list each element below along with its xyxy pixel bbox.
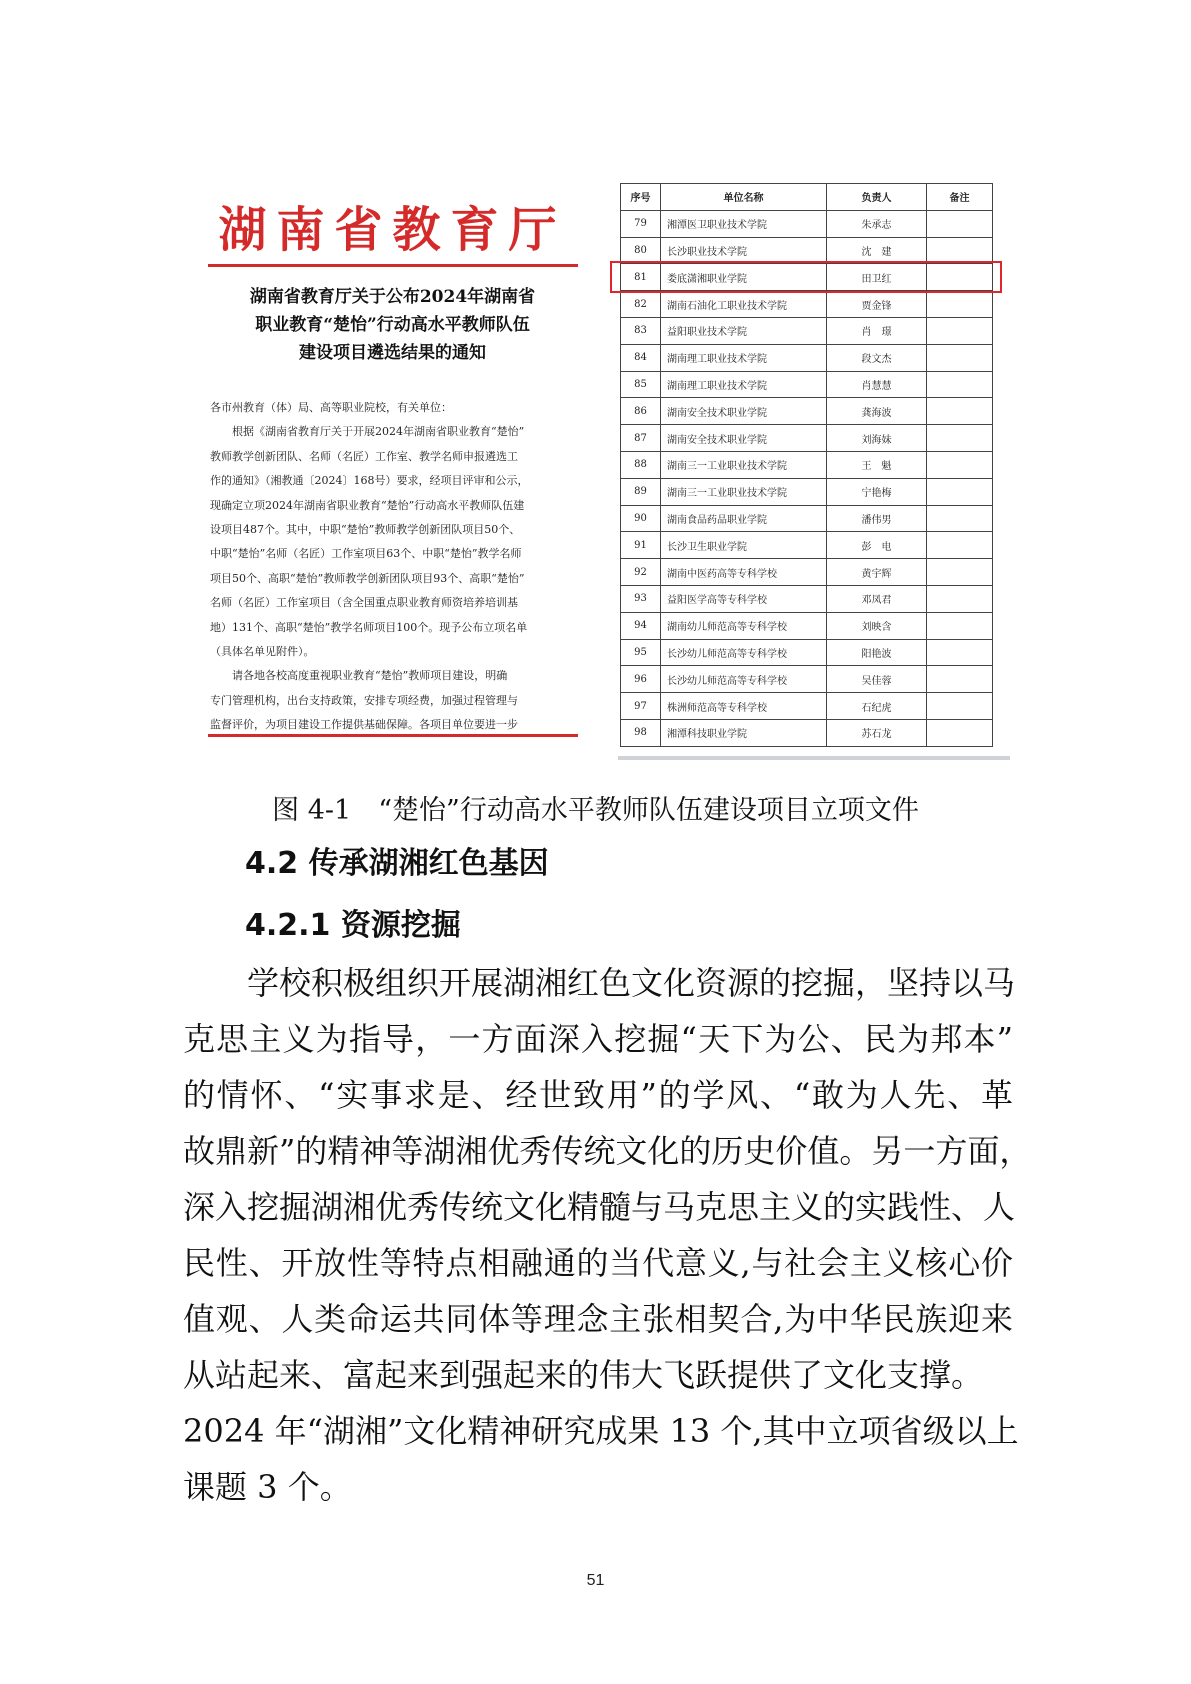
paragraph-line: 故鼎新”的精神等湖湘优秀传统文化的历史价值。另一方面， [183, 1132, 1032, 1170]
unit-name: 益阳职业技术学院 [661, 317, 827, 344]
row-number: 80 [621, 237, 661, 264]
notice-body-line: 项目50个、高职“楚怡”教师教学创新团队项目93个、高职“楚怡” [210, 571, 525, 585]
person-in-charge: 田卫红 [827, 264, 927, 291]
table-row [621, 210, 993, 237]
notice-body-line: 专门管理机构，出台支持政策，安排专项经费，加强过程管理与 [210, 693, 518, 707]
unit-name: 湖南幼儿师范高等专科学校 [661, 612, 827, 639]
person-in-charge: 石纪虎 [827, 693, 927, 720]
notice-body-line: 请各地各校高度重视职业教育“楚怡”教师项目建设，明确 [232, 669, 508, 683]
row-number: 84 [621, 344, 661, 371]
column-header: 序号 [621, 184, 661, 211]
body-paragraph [183, 955, 1032, 1515]
notice-body-line: （具体名单见附件）。 [210, 645, 315, 659]
paragraph-line: 的情怀、“实事求是、经世致用”的学风、“敢为人先、革 [183, 1076, 1013, 1114]
unit-name: 湖南石油化工职业技术学院 [661, 291, 827, 318]
table-row [621, 666, 993, 693]
subsection-heading: 4.2.1 资源挖掘 [245, 908, 461, 943]
table-row [621, 398, 993, 425]
table-row [621, 371, 993, 398]
paragraph-line: 从站起来、富起来到强起来的伟大飞跃提供了文化支撑。 [183, 1356, 984, 1394]
remark [927, 344, 993, 371]
row-number: 87 [621, 425, 661, 452]
row-number: 97 [621, 693, 661, 720]
row-number: 79 [621, 210, 661, 237]
unit-name: 长沙卫生职业学院 [661, 532, 827, 559]
column-header: 备注 [927, 184, 993, 211]
column-header: 单位名称 [661, 184, 827, 211]
remark [927, 425, 993, 452]
person-in-charge: 段文杰 [827, 344, 927, 371]
person-in-charge: 苏石龙 [827, 719, 927, 746]
figure-caption: 图 4-1 “楚怡”行动高水平教师队伍建设项目立项文件 [272, 795, 919, 826]
row-number: 91 [621, 532, 661, 559]
remark [927, 317, 993, 344]
remark [927, 532, 993, 559]
remark [927, 371, 993, 398]
table-row [621, 425, 993, 452]
remark [927, 237, 993, 264]
unit-name: 湖南安全技术职业学院 [661, 425, 827, 452]
person-in-charge: 沈 建 [827, 237, 927, 264]
row-number: 98 [621, 719, 661, 746]
row-number: 86 [621, 398, 661, 425]
remark [927, 291, 993, 318]
remark [927, 505, 993, 532]
remark [927, 693, 993, 720]
notice-body-line: 各市州教育（体）局、高等职业院校，有关单位： [210, 401, 452, 414]
person-in-charge: 朱承志 [827, 210, 927, 237]
paragraph-line: 学校积极组织开展湖湘红色文化资源的挖掘，坚持以马 [247, 964, 1016, 1002]
row-number: 94 [621, 612, 661, 639]
unit-name: 湖南三一工业职业技术学院 [661, 451, 827, 478]
paragraph-line: 深入挖掘湖湘优秀传统文化精髓与马克思主义的实践性、人 [183, 1188, 1016, 1226]
person-in-charge: 刘海妹 [827, 425, 927, 452]
table-row [621, 237, 993, 264]
table-row [621, 585, 993, 612]
unit-name: 娄底潇湘职业学院 [661, 264, 827, 291]
notice-org-title: 湖南省教育厅 [218, 202, 567, 258]
paragraph-line: 课题 3 个。 [183, 1468, 352, 1506]
row-number: 96 [621, 666, 661, 693]
remark [927, 398, 993, 425]
unit-name: 湘潭医卫职业技术学院 [661, 210, 827, 237]
remark [927, 585, 993, 612]
notice-title [205, 283, 580, 367]
table-row [621, 317, 993, 344]
notice-body-line: 地）131个、高职“楚怡”教学名师项目100个。现予公布立项名单 [210, 620, 528, 634]
paragraph-line: 民性、开放性等特点相融通的当代意义,与社会主义核心价 [183, 1244, 1013, 1282]
row-number: 90 [621, 505, 661, 532]
table-row [621, 451, 993, 478]
person-in-charge: 宁艳梅 [827, 478, 927, 505]
notice-body-line: 现确定立项2024年湖南省职业教育“楚怡”行动高水平教师队伍建 [210, 498, 525, 512]
paragraph-line: 2024 年“湖湘”文化精神研究成果 13 个,其中立项省级以上 [183, 1412, 1019, 1450]
image-bottom-edge [618, 756, 1010, 760]
page-number: 51 [586, 1572, 605, 1589]
notice-body-line: 教师教学创新团队、名师（名匠）工作室、教学名师申报遴选工 [210, 449, 518, 463]
notice-title-line: 湖南省教育厅关于公布2024年湖南省 [249, 287, 536, 307]
notice-body-line: 名师（名匠）工作室项目（含全国重点职业教育师资培养培训基 [210, 596, 518, 610]
unit-name: 湖南食品药品职业学院 [661, 505, 827, 532]
notice-title-line: 职业教育“楚怡”行动高水平教师队伍 [255, 315, 530, 335]
notice-document-image [205, 188, 580, 744]
unit-name: 长沙职业技术学院 [661, 237, 827, 264]
row-number: 88 [621, 451, 661, 478]
remark [927, 478, 993, 505]
unit-name: 湖南理工职业技术学院 [661, 371, 827, 398]
red-header-rule [208, 264, 578, 267]
person-in-charge: 肖慧慧 [827, 371, 927, 398]
person-in-charge: 贾金锋 [827, 291, 927, 318]
table-row [621, 612, 993, 639]
person-in-charge: 龚海波 [827, 398, 927, 425]
table-row [621, 505, 993, 532]
person-in-charge: 王 魁 [827, 451, 927, 478]
notice-body-line: 监督评价，为项目建设工作提供基础保障。各项目单位要进一步 [210, 718, 518, 732]
table-row [621, 344, 993, 371]
row-number: 85 [621, 371, 661, 398]
unit-name: 湖南安全技术职业学院 [661, 398, 827, 425]
unit-name: 株洲师范高等专科学校 [661, 693, 827, 720]
notice-body-line: 设项目487个。其中，中职“楚怡”教师教学创新团队项目50个、 [210, 523, 521, 537]
notice-body-line: 作的通知》（湘教通〔2024〕168号）要求，经项目评审和公示， [210, 474, 529, 488]
notice-body-line: 根据《湖南省教育厅关于开展2024年湖南省职业教育“楚怡” [232, 425, 525, 439]
section-heading: 4.2 传承湖湘红色基因 [245, 846, 549, 881]
table-row [621, 639, 993, 666]
table-row [621, 532, 993, 559]
remark [927, 210, 993, 237]
unit-name: 湖南三一工业职业技术学院 [661, 478, 827, 505]
person-in-charge: 潘伟男 [827, 505, 927, 532]
person-in-charge: 彭 电 [827, 532, 927, 559]
person-in-charge: 阳艳波 [827, 639, 927, 666]
table-header-row [621, 184, 993, 211]
notice-title-line: 建设项目遴选结果的通知 [299, 343, 486, 363]
table-row [621, 291, 993, 318]
remark [927, 612, 993, 639]
person-in-charge: 吴佳蓉 [827, 666, 927, 693]
remark [927, 666, 993, 693]
remark [927, 559, 993, 586]
person-in-charge: 肖 璟 [827, 317, 927, 344]
row-number: 95 [621, 639, 661, 666]
column-header: 负责人 [827, 184, 927, 211]
person-in-charge: 邓凤君 [827, 585, 927, 612]
row-number: 89 [621, 478, 661, 505]
table-row [621, 478, 993, 505]
project-list-image [620, 183, 1010, 760]
person-in-charge: 黄宇辉 [827, 559, 927, 586]
paragraph-line: 克思主义为指导，一方面深入挖掘“天下为公、民为邦本” [183, 1020, 1013, 1058]
row-number: 81 [621, 264, 661, 291]
unit-name: 湖南理工职业技术学院 [661, 344, 827, 371]
remark [927, 451, 993, 478]
remark [927, 639, 993, 666]
row-number: 82 [621, 291, 661, 318]
row-number: 92 [621, 559, 661, 586]
highlight-box-row-81 [610, 261, 1002, 293]
row-number: 83 [621, 317, 661, 344]
table-row [621, 719, 993, 746]
row-number: 93 [621, 585, 661, 612]
unit-name: 益阳医学高等专科学校 [661, 585, 827, 612]
person-in-charge: 刘映含 [827, 612, 927, 639]
table-row [621, 559, 993, 586]
unit-name: 长沙幼儿师范高等专科学校 [661, 639, 827, 666]
notice-body [210, 396, 578, 738]
table-row [621, 693, 993, 720]
red-footer-rule [208, 734, 578, 737]
unit-name: 湘潭科技职业学院 [661, 719, 827, 746]
unit-name: 湖南中医药高等专科学校 [661, 559, 827, 586]
notice-body-line: 中职“楚怡”名师（名匠）工作室项目63个、中职“楚怡”教学名师 [210, 547, 522, 561]
unit-name: 长沙幼儿师范高等专科学校 [661, 666, 827, 693]
paragraph-line: 值观、人类命运共同体等理念主张相契合,为中华民族迎来 [183, 1300, 1013, 1338]
remark [927, 719, 993, 746]
